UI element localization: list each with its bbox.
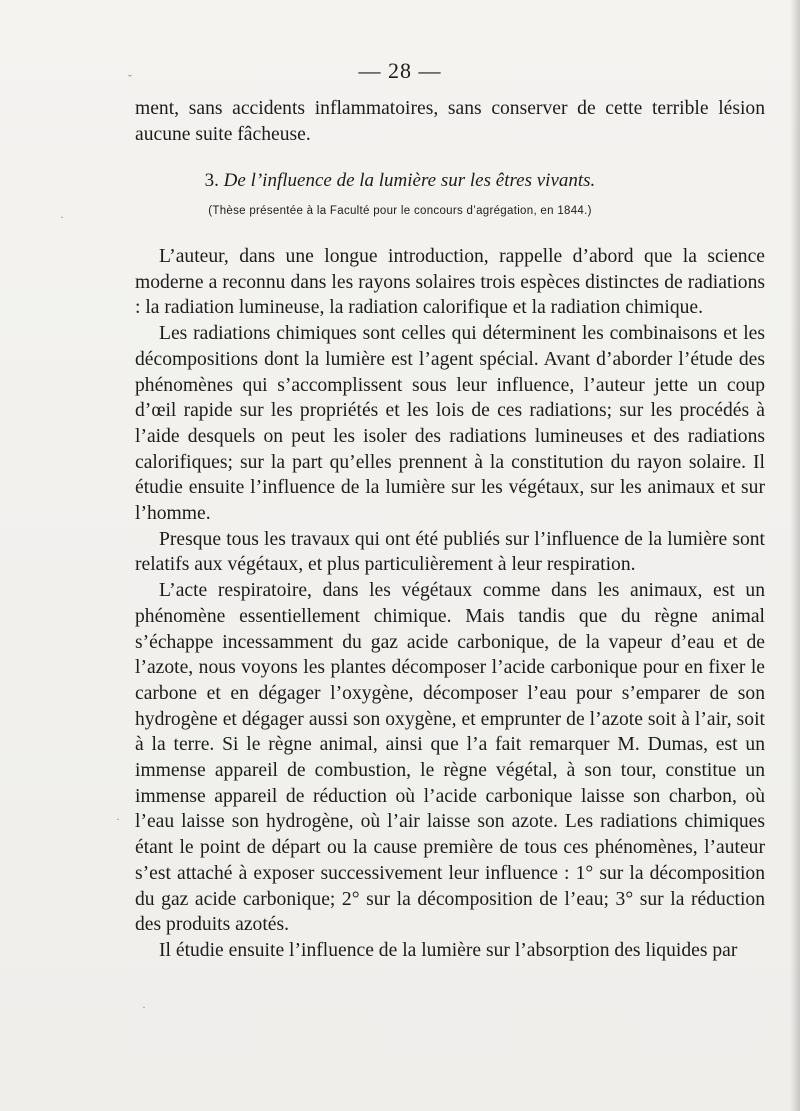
page-number: — 28 — [358, 58, 442, 83]
intro-paragraph [135, 96, 765, 147]
ink-speck: ˇ [128, 72, 132, 86]
paragraph-5: Il étudie ensuite l’influence de la lumière sur l’absorption des liquides par [159, 939, 738, 961]
ink-speck: · [116, 812, 120, 826]
ink-speck: · [60, 210, 64, 224]
paragraph-3: Presque tous les travaux qui ont été publiés sur l’influence de la lumière sont relatifs aux végétaux, et plus particulièrement à leur respiration. [135, 528, 765, 576]
section-number: 3. [204, 170, 219, 191]
paragraph-1: L’auteur, dans une longue introduction, rappelle d’abord que la science moderne a reconnu dans les rayons solaires trois espèces distinctes de radiations : la radiation lumineuse, la radiation calorifique et la radiation chimique. [135, 246, 765, 319]
body-text [135, 244, 765, 964]
ink-speck: · [142, 1000, 146, 1014]
page-edge-shadow [790, 0, 800, 1111]
section-note: (Thèse présentée à la Faculté pour le concours d’agrégation, en 1844.) [208, 205, 592, 217]
section-heading [0, 170, 800, 192]
section-title: De l’influence de la lumière sur les êtres vivants. [223, 170, 596, 191]
paragraph-4: L’acte respiratoire, dans les végétaux comme dans les animaux, est un phénomène essentiellement chimique. Mais tandis que du règne animal s’échappe incessamment du gaz acide carbonique, de la vapeur d’eau et de l’azote, nous voyons les plantes décomposer l’acide carbonique pour en fixer le carbone et en dégager l’oxygène, décomposer l’eau pour s’emparer de son hydrogène et dégager aussi son oxygène, et emprunter de l’azote soit à l’air, soit à la terre. Si le règne animal, ainsi que l’a fait remarquer M. Dumas, est un immense appareil de combustion, le règne végétal, à son tour, constitue un immense appareil de réduction où l’acide carbonique laisse son charbon, où l’eau laisse son hydrogène, où l’air laisse son azote. Les radiations chimiques étant le point de départ ou la cause première de tous ces phénomènes, l’auteur s’est attaché à exposer successivement leur influence : 1° sur la décomposition du gaz acide carbonique; 2° sur la décomposition de l’eau; 3° sur la réduction des produits azotés. [135, 580, 765, 936]
paragraph-2: Les radiations chimiques sont celles qui déterminent les combinaisons et les décompositions dont la lumière est l’agent spécial. Avant d’aborder l’étude des phénomènes qui s’accomplissent sous leur influence, l’auteur jette un coup d’œil rapide sur les propriétés et les lois de ces radiations; sur les procédés à l’aide desquels on peut les isoler des radiations lumineuses et des radiations calorifiques; sur la part qu’elles prennent à la constitution du rayon solaire. Il étudie ensuite l’influence de la lumière sur les végétaux, sur les animaux et sur l’homme. [135, 323, 765, 525]
intro-text: ment, sans accidents inflammatoires, sans conserver de cette terrible lésion aucune suite fâcheuse. [135, 98, 765, 145]
